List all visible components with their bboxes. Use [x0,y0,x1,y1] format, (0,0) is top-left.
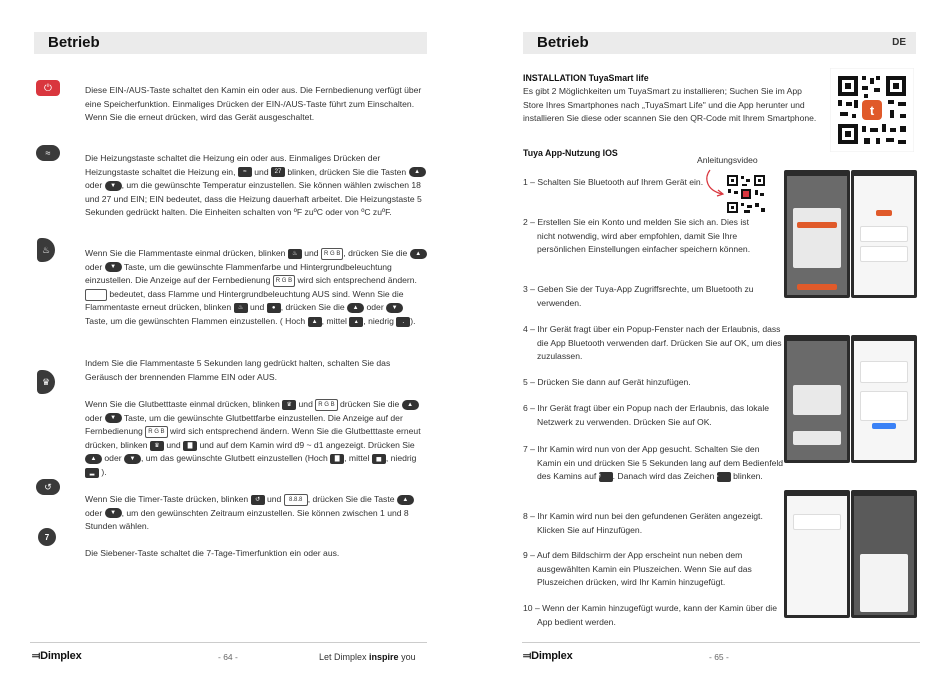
right-brand-logo: ⫤Dimplex [523,650,573,662]
power-icon: ⏻ [36,80,60,96]
language-badge: DE [892,37,906,48]
flame-display-icon: ♨ [234,303,248,313]
up-key-icon: ▲ [409,167,426,177]
heat-icon: ≈ [36,145,60,161]
flame-icon: ♨ [37,238,55,262]
left-header-bar [34,32,427,54]
step-3: 3 – Geben Sie der Tuya-App Zugriffsrechte, um Bluetooth zu verwenden. [523,284,754,308]
timer-display-icon: ↺ [251,495,265,505]
down-key-icon: ▼ [105,262,122,272]
down-key-icon: ▼ [124,454,141,464]
app-screenshot-bluetooth-popup [784,335,850,463]
ember-high-icon: ▇ [330,454,344,464]
left-page-number: - 64 - [218,652,238,662]
power-paragraph: Diese EIN-/AUS-Taste schaltet den Kamin ein oder aus. Die Fernbedienung verfügt über eine Speicherfunktion. Einmaliges Drücken der EIN-/AUS-Taste führt zum Einschalten. Wenn Sie die erneut drücken, wird das Gerät ausgeschaltet. [85,85,422,123]
right-page-number: - 65 - [709,652,729,662]
right-page-title: Betrieb [537,34,589,51]
step-1: 1 – Schalten Sie Bluetooth auf Ihrem Gerät ein. [523,177,704,187]
app-screenshot-control [851,490,917,618]
ember-display-icon: ♛ [282,400,296,410]
seven-day-paragraph: Die Siebener-Taste schaltet die 7-Tage-Timerfunktion ein oder aus. [85,548,340,558]
timer-icon: ↺ [36,479,60,495]
step-4: 4 – Ihr Gerät fragt über ein Popup-Fenster nach der Erlaubnis, dass die App Bluetooth verwenden darf. Drücken Sie auf OK, um dies zuzulassen. [523,324,782,362]
heat-display-icon: ≈ [717,472,731,482]
ember-display-icon: ♛ [150,441,164,451]
video-qr-code[interactable] [725,173,767,215]
temperature-display-icon: 27 [271,167,285,177]
rgb-display-icon: R G B [315,399,337,411]
ember-medium-icon: ▅ [372,454,386,464]
app-screenshot-login [784,170,850,298]
ember-icon: ♛ [37,370,55,394]
up-key-icon: ▲ [85,454,102,464]
down-key-icon: ▼ [105,181,122,191]
seven-day-icon: 7 [38,528,56,546]
step-10: 10 – Wenn der Kamin hinzugefügt wurde, kann der Kamin über die App bedient werden. [523,603,777,627]
arrow-icon [704,168,726,198]
step-7: 7 – Ihr Kamin wird nun von der App gesucht. Schalten Sie den Kamin ein und drücken Sie 5 Sekunden lang auf dem Bedienfeld des Kamins auf ↺ . Danach wird das Zeichen ≈ blinken. [523,444,784,482]
down-key-icon: ▼ [105,413,122,423]
up-key-icon: ▲ [397,495,414,505]
flame-low-icon: ․ [396,317,410,327]
app-screenshot-found-device [784,490,850,618]
tagline: Let Dimplex inspire you [319,652,416,662]
video-label: Anleitungsvideo [697,155,758,165]
heat-paragraph: Die Heizungstaste schaltet die Heizung ein oder aus. Einmaliges Drücken der Heizungstaste schaltet die Heizung ein, ≈ und 27 blinken, drücken Sie die Tasten ▲ oder ▼ , um die gewünschte Temperatur einzustellen. Sie können wählen zwischen 18 und 27 und EIN; EIN bedeutet, dass die Heizung dauerhaft arbeitet. Die Heizungstaste 5 Sekunden gedrückt halten. Die Einheiten schalten von ºF zuºC oder von ºC zuºF. [85,152,427,220]
right-footer-line [522,642,920,643]
flame-display-icon: ♨ [288,249,302,259]
ember-level-icon: ▇ [183,441,197,451]
heat-display-icon: ≈ [238,167,252,177]
ios-usage-title: Tuya App-Nutzung IOS [523,148,618,158]
ember-paragraph: Wenn Sie die Glutbetttaste einmal drücken, blinken ♛ und R G B drücken Sie die ▲ oder ▼ Taste, um die gewünschte Glutbettfarbe einzustellen. Die Anzeige auf der Fernbedienung R G B wird sich entsprechend ändern. Wenn Sie die Glutbetttaste erneut drücken, blinken ♛ und ▇ und auf dem Kamin wird d9 ~ d1 angezeigt. Drücken Sie ▲ oder ▼ , um das gewünschte Glutbett einzustellen (Hoch ▇ , mittel ▅ , niedrig ▂ ). [85,399,421,477]
flame-medium-icon: ▴ [349,317,363,327]
rgb-display-icon: R G B [145,426,167,438]
flame-sound-paragraph: Indem Sie die Flammentaste 5 Sekunden lang gedrückt halten, schalten Sie das Geräusch der brennenden Flamme EIN oder AUS. [85,358,391,382]
up-key-icon: ▲ [402,400,419,410]
down-key-icon: ▼ [386,303,403,313]
tuyasmart-qr-code [830,68,914,152]
up-key-icon: ▲ [410,249,427,259]
ember-low-icon: ▂ [85,468,99,478]
step-5: 5 – Drücken Sie dann auf Gerät hinzufügen. [523,377,691,387]
left-footer-line [30,642,427,643]
segment-display-icon: 8.8.8 [284,494,308,506]
app-screenshot-network-popup [851,335,917,463]
step-8: 8 – Ihr Kamin wird nun bei den gefundenen Geräten angezeigt. Klicken Sie auf Hinzufügen. [523,511,763,535]
left-brand-logo: ⫤Dimplex [32,650,82,662]
up-key-icon: ▲ [347,303,364,313]
install-paragraph: Es gibt 2 Möglichkeiten um TuyaSmart zu installieren; Suchen Sie im App Store Ihres Smartphones nach „TuyaSmart Life" und die App herunter und installieren Sie diese oder scannen Sie den QR-Code mit Ihrem Smartphone. [523,86,817,124]
app-screenshot-add-device [851,170,917,298]
timer-key-icon: ↺ [599,472,613,482]
step-2: 2 – Erstellen Sie ein Konto und melden Sie sich an. Dies ist nicht notwendig, wird aber empfohlen, damit Sie Ihre persönlichen Einstellungen einfacher speichern können. [523,217,751,255]
flame-level-icon: ● [267,303,281,313]
svg-text:t: t [869,103,875,118]
step-9: 9 – Auf dem Bildschirm der App erscheint nun neben dem ausgewählten Kamin ein Pluszeichen. Wenn Sie auf das Pluszeichen drücken, wird Ihr Kamin hinzugefügt. [523,550,752,588]
flame-paragraph: Wenn Sie die Flammentaste einmal drücken, blinken ♨ und R G B , drücken Sie die ▲ oder ▼ Taste, um die gewünschte Flammenfarbe und Hintergrundbeleuchtung einzustellen. Die Anzeige auf der Fernbedienung R G B wird sich entsprechend ändern. bedeutet, dass Flamme und Hintergrundbeleuchtung AUS sind. Wenn Sie die Flammentaste erneut drücken, blinken ♨ und ● , drücken Sie die ▲ oder ▼ Taste, um die gewünschten Flammen einzustellen. ( Hoch ▲ , mittel ▴ , niedrig ․ ). [85,247,427,329]
rgb-display-icon: R G B [273,275,295,287]
flame-high-icon: ▲ [308,317,322,327]
rgb-display-icon: R G B [321,248,343,260]
timer-paragraph: Wenn Sie die Timer-Taste drücken, blinken ↺ und 8.8.8 , drücken Sie die Taste ▲ oder ▼ , um den gewünschten Zeitraum einzustellen. Sie können zwischen 1 und 8 Stunden wählen. [85,493,427,534]
left-page-title: Betrieb [48,34,100,51]
install-title: INSTALLATION TuyaSmart life [523,73,649,83]
down-key-icon: ▼ [105,508,122,518]
right-header-bar [523,32,916,54]
step-6: 6 – Ihr Gerät fragt über ein Popup nach der Erlaubnis, das lokale Netzwerk zu verwenden. Drücken Sie auf OK. [523,403,770,427]
blank-display-icon [85,289,107,301]
